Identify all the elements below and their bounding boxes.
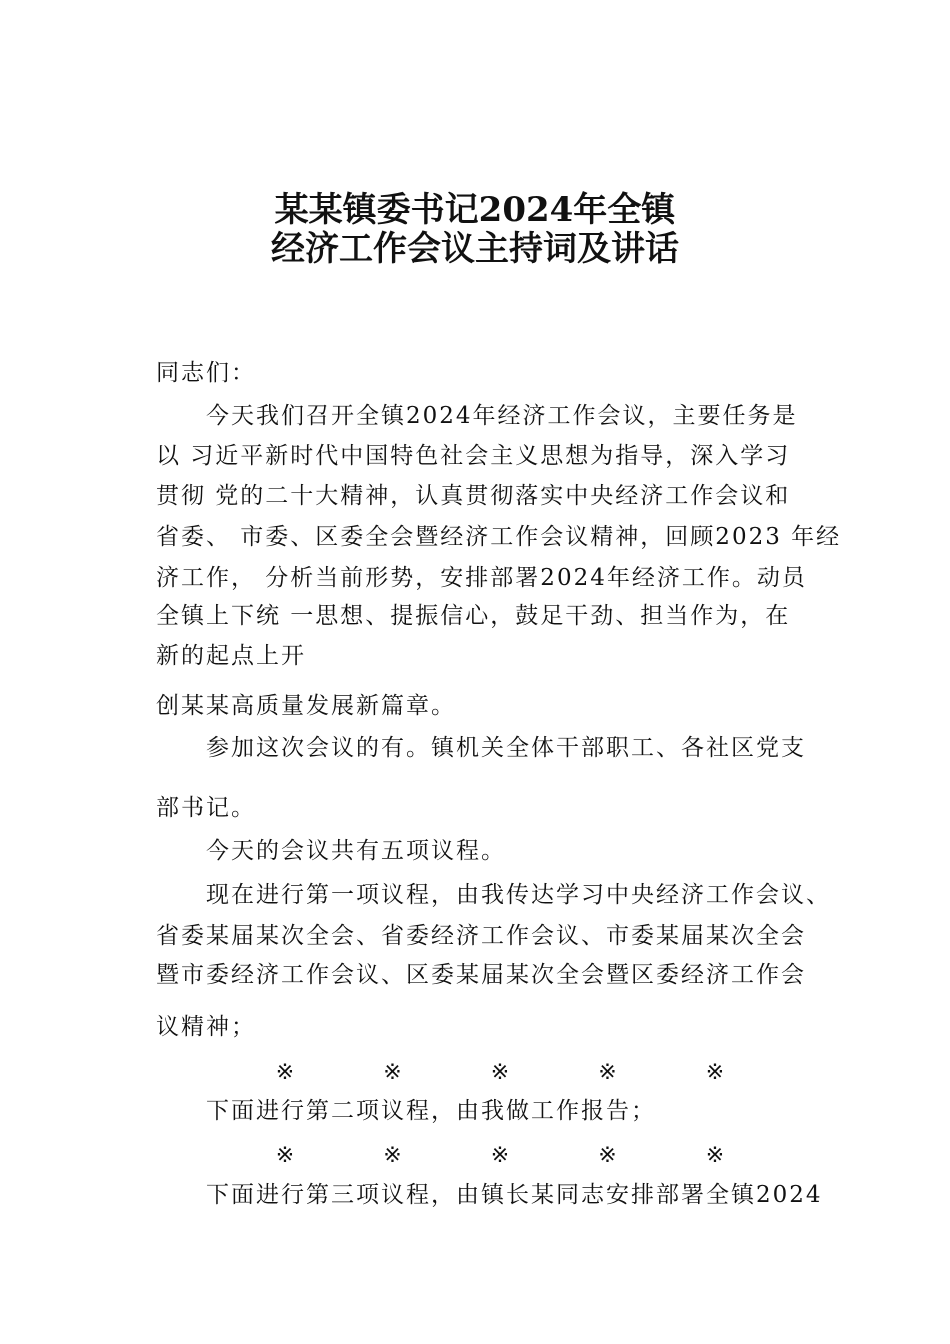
paragraph-line: 创某某高质量发展新篇章。 [156,693,456,719]
paragraph-line: 下面进行第三项议程，由镇长某同志安排部署全镇2024 [156,1182,823,1208]
paragraph-line: 议精神； [156,1014,256,1040]
paragraph-line: 参加这次会议的有。镇机关全体干部职工、各社区党支 [156,735,806,761]
section-separator [270,1058,730,1088]
document-title-line-1: 某某镇委书记2024年全镇 [274,190,676,230]
salutation: 同志们： [156,360,256,386]
paragraph-line: 今天的会议共有五项议程。 [156,838,506,864]
separator-mark: ※ [275,1060,295,1085]
paragraph-line: 部书记。 [156,795,256,821]
paragraph-line: 省委、 市委、区委全会暨经济工作会议精神，回顾2023 年经 [156,524,842,550]
document-title-line-2: 经济工作会议主持词及讲话 [271,229,679,269]
separator-mark: ※ [383,1143,402,1168]
section-separator [270,1141,730,1171]
separator-mark: ※ [705,1060,725,1085]
paragraph-line: 以 习近平新时代中国特色社会主义思想为指导，深入学习 [156,443,791,469]
paragraph-line: 暨市委经济工作会议、区委某届某次全会暨区委经济工作会 [156,962,806,988]
paragraph-line: 今天我们召开全镇2024年经济工作会议，主要任务是 [156,403,798,429]
paragraph-line: 全镇上下统 一思想、提振信心，鼓足干劲、担当作为，在 [156,603,791,629]
separator-mark: ※ [598,1143,617,1168]
paragraph-line: 新的起点上开 [156,643,306,669]
separator-mark: ※ [275,1143,295,1168]
paragraph-line: 下面进行第二项议程，由我做工作报告； [156,1098,656,1124]
paragraph-line: 省委某届某次全会、省委经济工作会议、市委某届某次全会 [156,923,806,949]
separator-mark: ※ [383,1060,402,1085]
paragraph-line: 现在进行第一项议程，由我传达学习中央经济工作会议、 [156,882,831,908]
paragraph-line: 贯彻 党的二十大精神，认真贯彻落实中央经济工作会议和 [156,483,791,509]
separator-mark: ※ [490,1060,510,1085]
separator-mark: ※ [705,1143,725,1168]
separator-mark: ※ [598,1060,617,1085]
separator-mark: ※ [490,1143,510,1168]
paragraph-line: 济工作， 分析当前形势，安排部署2024年经济工作。动员 [156,565,807,591]
